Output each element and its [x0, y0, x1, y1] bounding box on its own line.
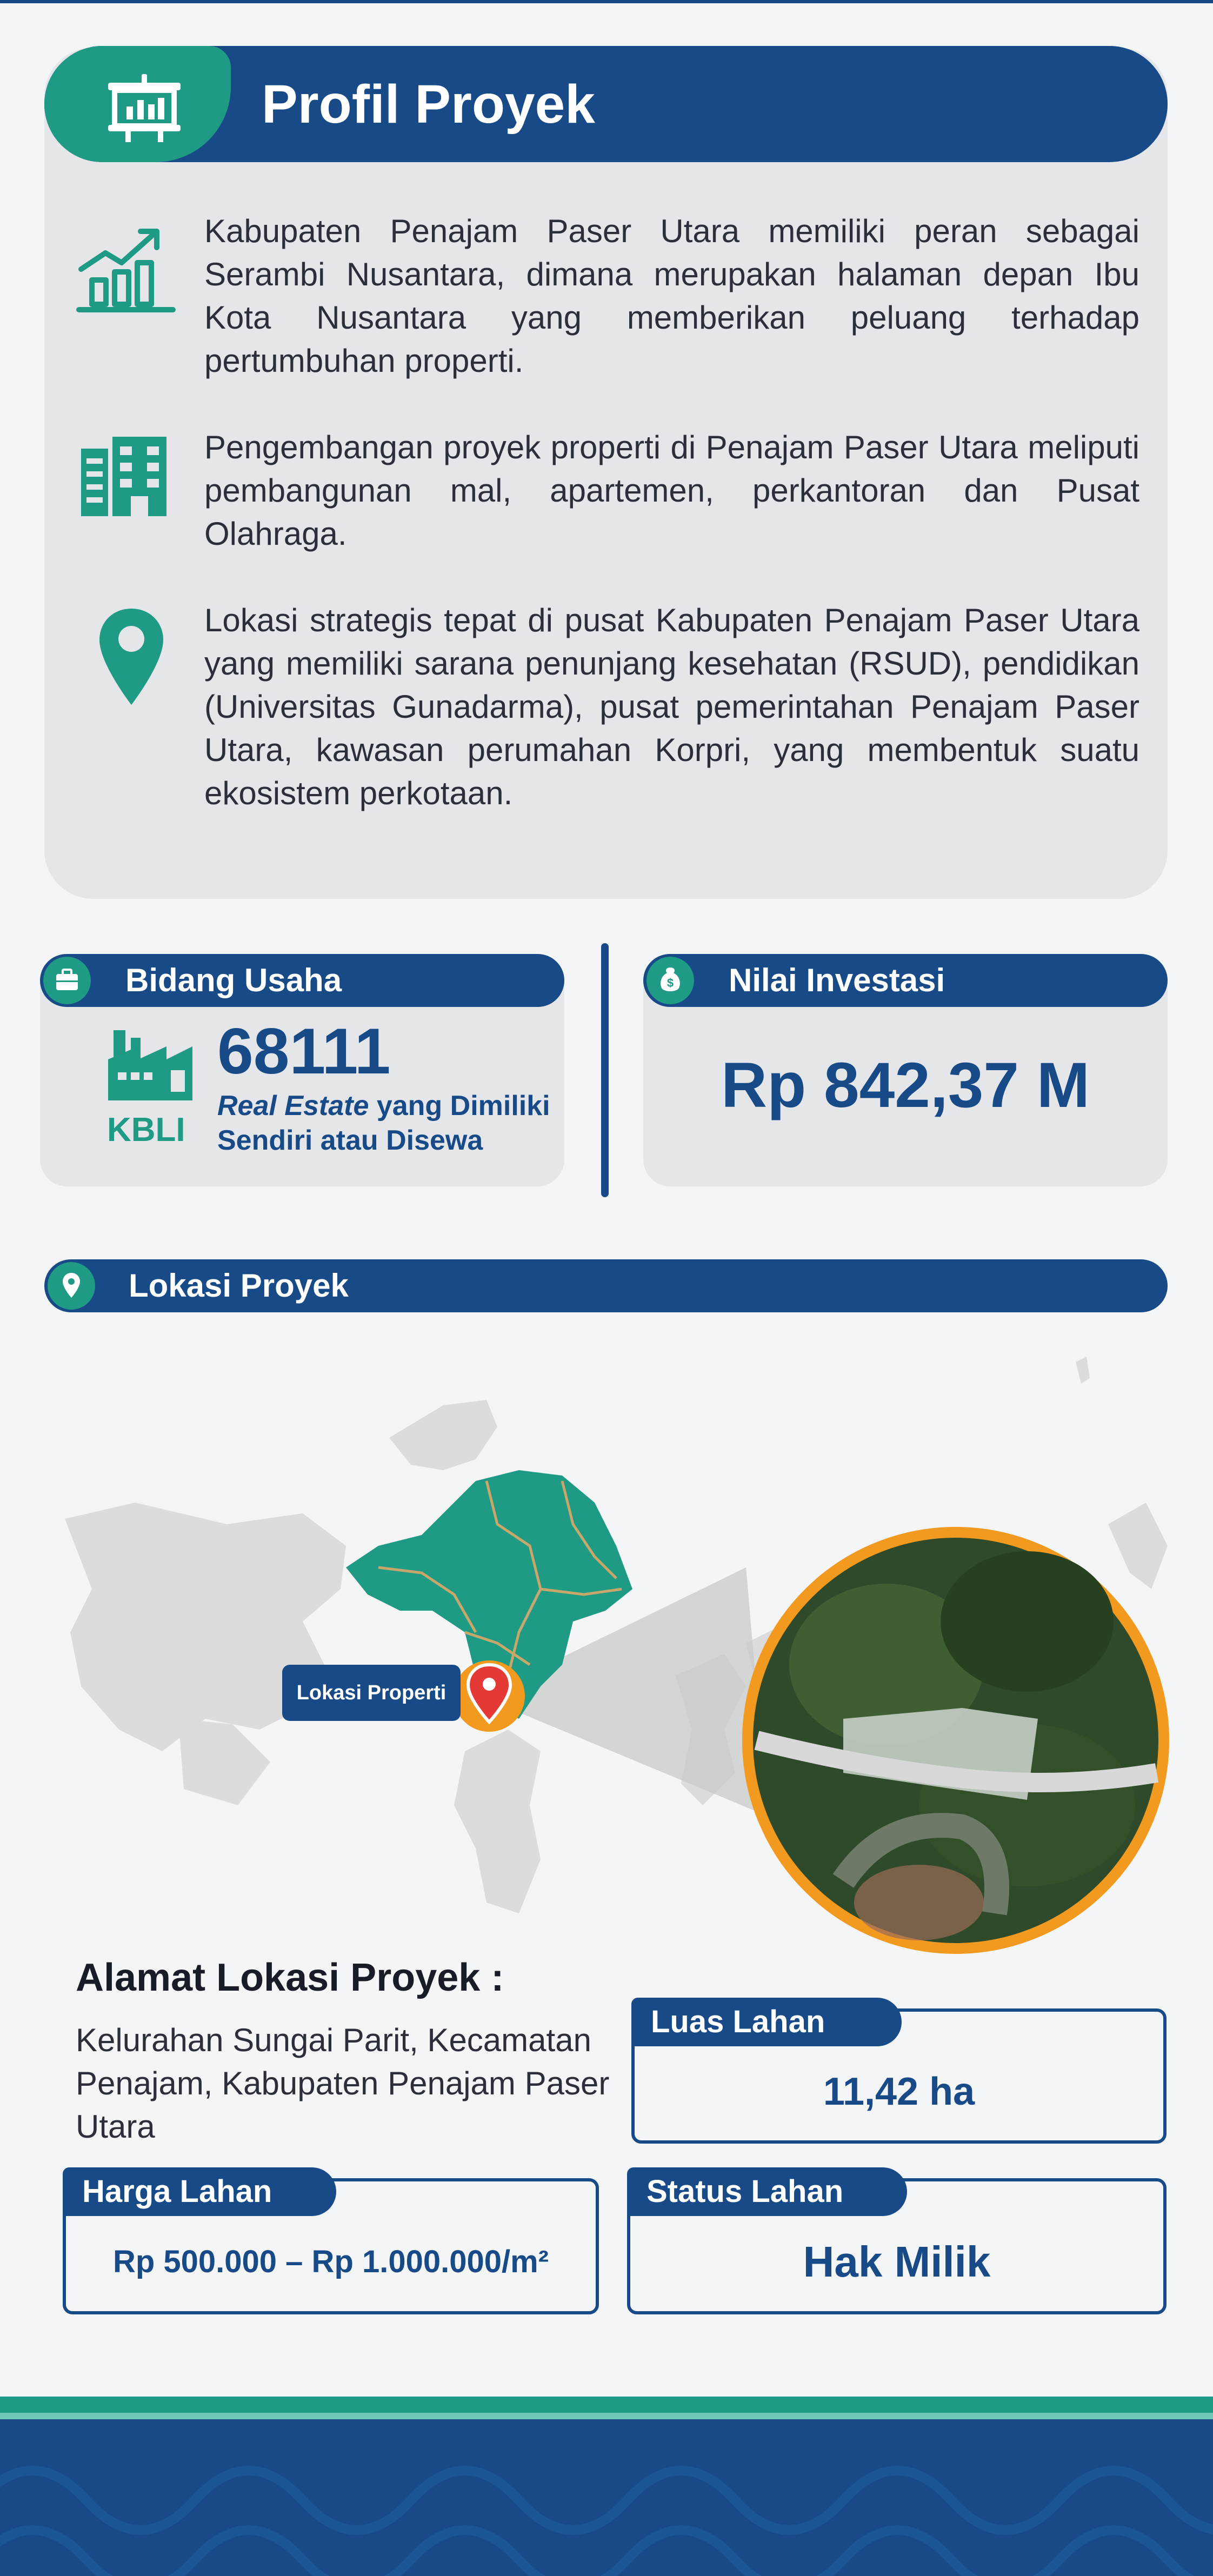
profile-paragraph-2: Pengembangan proyek properti di Penajam Paser Utara meliputi pembangunan mal, apartemen, perkantoran dan Pusat Olahraga.: [204, 429, 1139, 552]
svg-text:$: $: [667, 976, 674, 990]
footer-teal-stripe: [0, 2397, 1213, 2413]
factory-icon: [106, 1027, 195, 1105]
satellite-view: [748, 1532, 1164, 1948]
alamat-text: Kelurahan Sungai Parit, Kecamatan Penajam, Kabupaten Penajam Paser Utara: [76, 2022, 610, 2145]
profile-paragraph-1: Kabupaten Penajam Paser Utara memiliki peran sebagai Serambi Nusantara, dimana merupakan halaman depan Ibu Kota Nusantara yang memberikan peluang terhadap pertumbuhan properti.: [204, 213, 1139, 379]
map-pin-icon: [96, 605, 166, 711]
harga-lahan-tab: Harga Lahan: [63, 2167, 336, 2216]
kbli-description: [217, 1089, 552, 1158]
kbli-description-italic: Real Estate: [217, 1090, 369, 1122]
footer-wave-pattern: [0, 2419, 1213, 2576]
location-pin-icon: [48, 1262, 95, 1310]
footer-band: [0, 2397, 1213, 2576]
luas-lahan-value: 11,42 ha: [823, 2070, 975, 2113]
luas-lahan-tab: Luas Lahan: [631, 1998, 902, 2046]
top-accent-line: [0, 0, 1213, 3]
location-map: [0, 1340, 1213, 1962]
bidang-usaha-label: Bidang Usaha: [125, 962, 342, 998]
alamat-title: Alamat Lokasi Proyek :: [76, 1956, 504, 1999]
lokasi-proyek-label: Lokasi Proyek: [129, 1267, 349, 1304]
status-lahan-tab: Status Lahan: [627, 2167, 907, 2216]
nilai-investasi-value: Rp 842,37 M: [721, 1050, 1090, 1121]
kbli-label: KBLI: [107, 1111, 185, 1149]
kbli-code: 68111: [217, 1015, 391, 1087]
nilai-investasi-label: Nilai Investasi: [729, 962, 945, 998]
vertical-divider: [601, 943, 609, 1197]
briefcase-icon: [43, 957, 91, 1004]
profile-title: Profil Proyek: [262, 74, 595, 135]
harga-lahan-value: Rp 500.000 – Rp 1.000.000/m²: [112, 2244, 549, 2279]
kbli-description-rest: yang Dimiliki Sendiri atau Disewa: [217, 1090, 550, 1156]
footer-light-stripe: [0, 2413, 1213, 2419]
location-marker-label: Lokasi Properti: [282, 1665, 461, 1721]
profile-icon-box: [44, 46, 231, 162]
presentation-board-icon: [44, 46, 231, 162]
status-lahan-value: Hak Milik: [803, 2238, 991, 2286]
profile-paragraph-3: Lokasi strategis tepat di pusat Kabupaten Penajam Paser Utara yang memiliki sarana penunjang kesehatan (RSUD), pendidikan (Universitas Gunadarma), pusat pemerintahan Penajam Paser Utara, kawasan perumahan Korpri, yang membentuk suatu ekosistem perkotaan.: [204, 602, 1139, 811]
growth-chart-icon: [76, 215, 178, 321]
money-bag-icon: [647, 957, 694, 1004]
building-icon: [77, 432, 174, 522]
